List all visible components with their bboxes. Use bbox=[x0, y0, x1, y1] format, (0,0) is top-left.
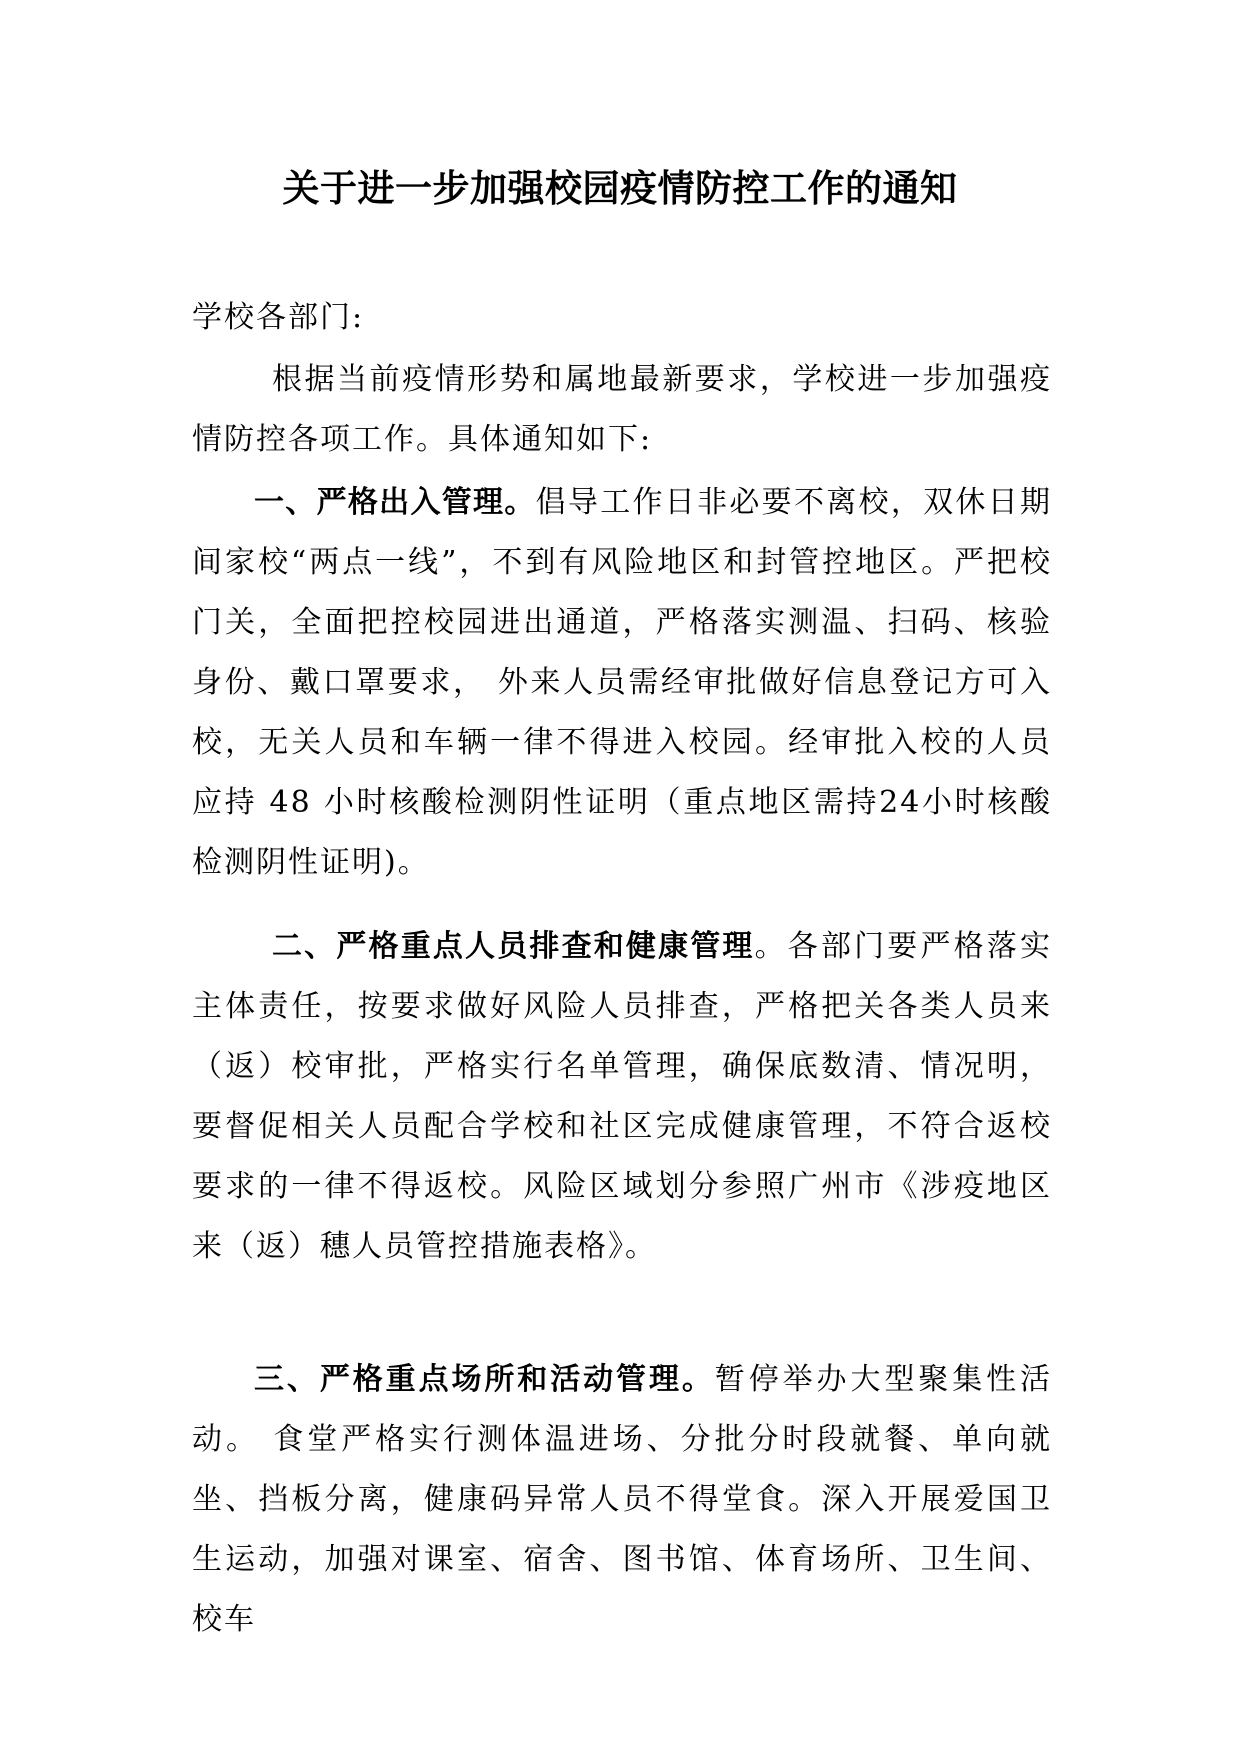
section-3-heading: 三、严格重点场所和活动管理。 bbox=[254, 1362, 715, 1397]
document-title: 关于进一步加强校园疫情防控工作的通知 bbox=[282, 166, 958, 210]
section-3-paragraph bbox=[192, 1350, 1052, 1650]
section-2-paragraph bbox=[192, 917, 1052, 1277]
intro-paragraph: 根据当前疫情形势和属地最新要求，学校进一步加强疫情防控各项工作。具体通知如下: bbox=[192, 362, 1052, 457]
section-1-text: 倡导工作日非必要不离校，双休日期间家校“两点一线”，不到有风险地区和封管控地区。严把校门关，全面把控校园进出通道，严格落实测温、扫码、核验身份、戴口罩要求， 外来人员需经审批做好信息登记方可入校，无关人员和车辆一律不得进入校园。经审批入校的人员应持 48 小时核酸检测阴性证明（重点地区需持24小时核酸检测阴性证明)。 bbox=[192, 485, 1052, 880]
section-2-text: 。各部门要严格落实主体责任，按要求做好风险人员排查，严格把关各类人员来（返）校审批，严格实行名单管理，确保底数清、情况明，要督促相关人员配合学校和社区完成健康管理，不符合返校要求的一律不得返校。风险区域划分参照广州市《涉疫地区来（返）穗人员管控措施表格》。 bbox=[192, 929, 1053, 1264]
section-1-paragraph bbox=[192, 473, 1052, 893]
section-3-text: 暂停举办大型聚集性活动。 食堂严格实行测体温进场、分批分时段就餐、单向就坐、挡板分离，健康码异常人员不得堂食。深入开展爱国卫生运动，加强对课室、宿舍、图书馆、体育场所、卫生间、校车 bbox=[192, 1362, 1053, 1637]
salutation: 学校各部门: bbox=[192, 300, 365, 335]
section-2-heading: 二、严格重点人员排查和健康管理 bbox=[272, 929, 755, 964]
section-1-heading: 一、严格出入管理。 bbox=[254, 485, 536, 520]
